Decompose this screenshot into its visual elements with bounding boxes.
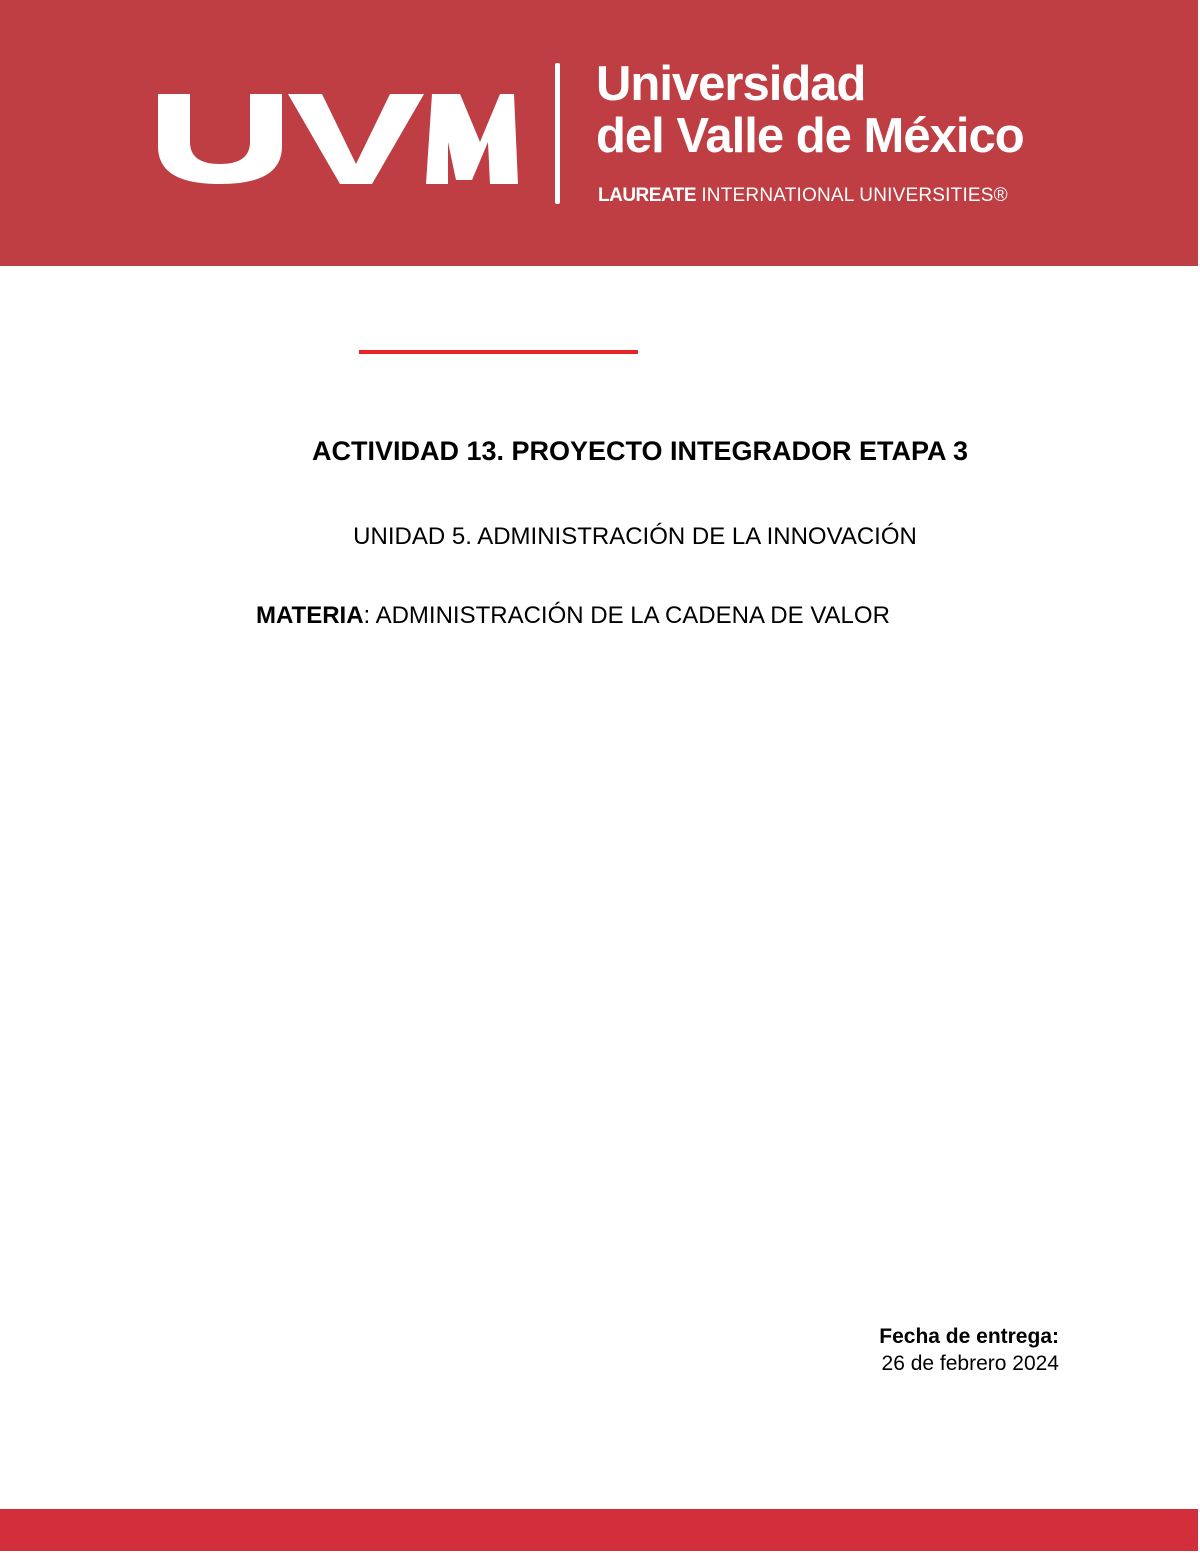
network-tagline-light: INTERNATIONAL UNIVERSITIES®: [701, 185, 1008, 206]
footer-bar: [0, 1509, 1198, 1551]
subject-separator: :: [363, 602, 371, 629]
delivery-date: 26 de febrero 2024: [881, 1352, 1059, 1375]
network-tagline: [598, 184, 1008, 208]
university-name-line2: del Valle de México: [596, 109, 1024, 163]
logo-divider: [555, 63, 560, 204]
delivery-label: Fecha de entrega:: [879, 1325, 1059, 1348]
document-subject: [256, 600, 890, 632]
delivery-info: [879, 1323, 1059, 1377]
university-name: [596, 58, 1116, 162]
document-unit: UNIDAD 5. ADMINISTRACIÓN DE LA INNOVACIÓN: [353, 523, 917, 550]
subject-label: MATERIA: [256, 602, 364, 629]
header-banner: [0, 0, 1198, 266]
uvm-logo-mark: [150, 80, 520, 188]
accent-line: [359, 350, 638, 354]
university-name-line1: Universidad: [596, 57, 866, 111]
subject-value: ADMINISTRACIÓN DE LA CADENA DE VALOR: [370, 602, 890, 629]
document-title: ACTIVIDAD 13. PROYECTO INTEGRADOR ETAPA 3: [311, 436, 969, 466]
network-tagline-bold: LAUREATE: [598, 185, 697, 206]
